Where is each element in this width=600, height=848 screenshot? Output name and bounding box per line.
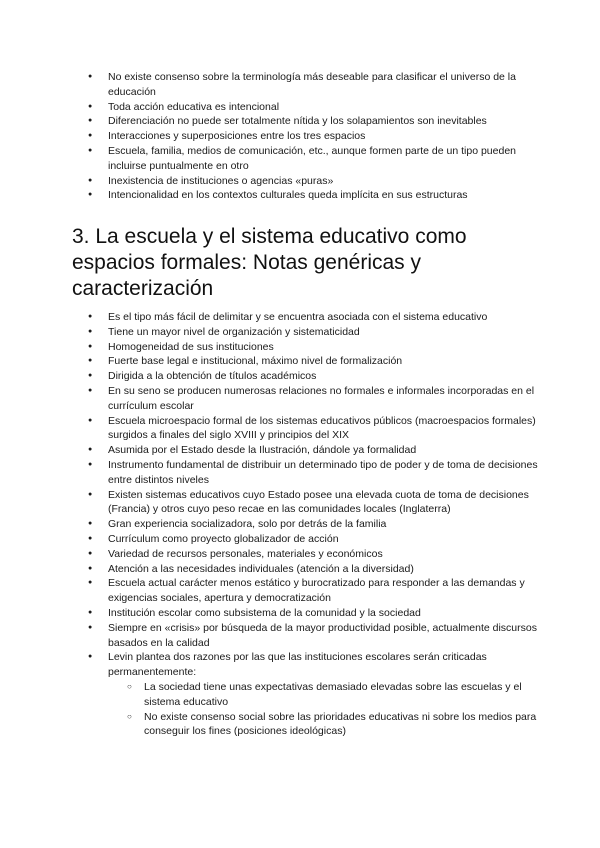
list-item: ● Escuela microespacio formal de los sistemas educativos públicos (macroespacios formales) surgidos a finales del siglo XVIII y principios del XIX	[0, 414, 600, 444]
list-item: ● Fuerte base legal e institucional, máximo nivel de formalización	[0, 354, 600, 369]
list-item: ● Instrumento fundamental de distribuir un determinado tipo de poder y de toma de decisiones entre distintos niveles	[0, 458, 600, 488]
list-item: ● Interacciones y superposiciones entre los tres espacios	[0, 129, 600, 144]
bullet-list-characteristics	[0, 310, 600, 739]
list-item: ● Siempre en «crisis» por búsqueda de la mayor productividad posible, actualmente discursos basados en la calidad	[0, 621, 600, 651]
list-item: ● No existe consenso sobre la terminología más deseable para clasificar el universo de la educación	[0, 70, 600, 100]
list-item: ● Escuela, familia, medios de comunicación, etc., aunque formen parte de un tipo pueden incluirse puntualmente en otro	[0, 144, 600, 174]
list-item: ● Homogeneidad de sus instituciones	[0, 340, 600, 355]
sublist-item: ○ La sociedad tiene unas expectativas demasiado elevadas sobre las escuelas y el sistema educativo	[0, 680, 600, 710]
list-item: ● Asumida por el Estado desde la Ilustración, dándole ya formalidad	[0, 443, 600, 458]
list-item: ● Existen sistemas educativos cuyo Estado posee una elevada cuota de toma de decisiones (Francia) y otros cuyo peso recae en las comunidades locales (Inglaterra)	[0, 488, 600, 518]
list-item: ● Inexistencia de instituciones o agencias «puras»	[0, 174, 600, 189]
list-item: ● Tiene un mayor nivel de organización y sistematicidad	[0, 325, 600, 340]
list-item: ● Dirigida a la obtención de títulos académicos	[0, 369, 600, 384]
list-item: ● Institución escolar como subsistema de la comunidad y la sociedad	[0, 606, 600, 621]
list-item: ● Gran experiencia socializadora, solo por detrás de la familia	[0, 517, 600, 532]
list-item: ● Intencionalidad en los contextos culturales queda implícita en sus estructuras	[0, 188, 600, 203]
list-item: ● Diferenciación no puede ser totalmente nítida y los solapamientos son inevitables	[0, 114, 600, 129]
sublist-item: ○ No existe consenso social sobre las prioridades educativas ni sobre los medios para conseguir los fines (posiciones ideológicas)	[0, 710, 600, 740]
bullet-list-intro	[0, 70, 600, 203]
list-item: ● Toda acción educativa es intencional	[0, 100, 600, 115]
list-item: ● Currículum como proyecto globalizador de acción	[0, 532, 600, 547]
list-item: ● En su seno se producen numerosas relaciones no formales e informales incorporadas en el currículum escolar	[0, 384, 600, 414]
section-heading: 3. La escuela y el sistema educativo como espacios formales: Notas genéricas y caracterización	[72, 225, 467, 300]
list-item: ● Levin plantea dos razones por las que las instituciones escolares serán criticadas permanentemente:	[0, 650, 600, 680]
list-item: ● Escuela actual carácter menos estático y burocratizado para responder a las demandas y exigencias sociales, apertura y democratización	[0, 576, 600, 606]
list-item: ● Es el tipo más fácil de delimitar y se encuentra asociada con el sistema educativo	[0, 310, 600, 325]
list-item: ● Variedad de recursos personales, materiales y económicos	[0, 547, 600, 562]
list-item: ● Atención a las necesidades individuales (atención a la diversidad)	[0, 562, 600, 577]
